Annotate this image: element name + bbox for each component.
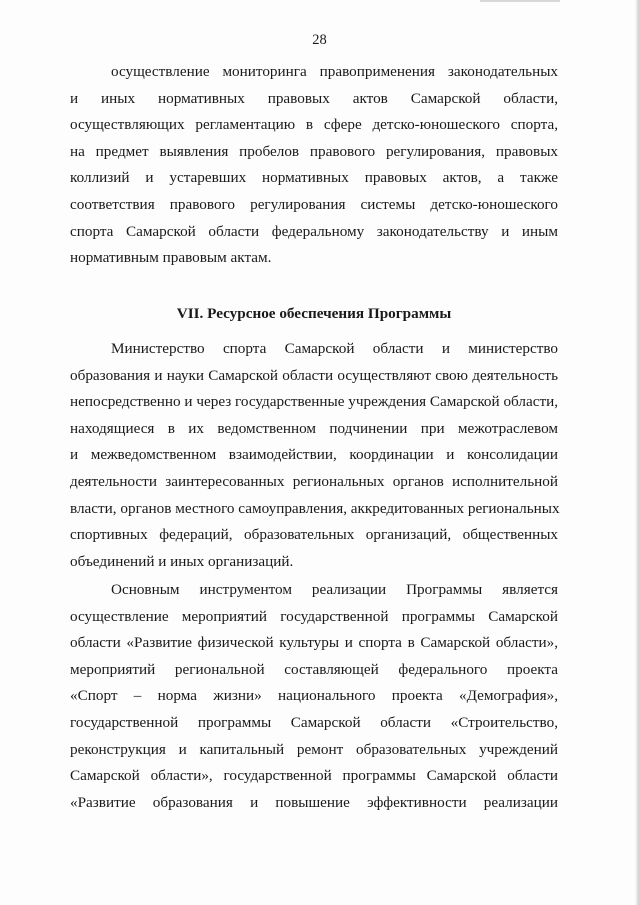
text-line: Министерство спорта Самарской области и министерство bbox=[111, 340, 558, 357]
scan-artifact bbox=[480, 0, 560, 2]
text-line: объединений и иных организаций. bbox=[70, 552, 294, 570]
text-line: находящиеся в их ведомственном подчинении при межотраслевом bbox=[70, 419, 558, 437]
text-line: спортивных федераций, образовательных организаций, общественных bbox=[70, 526, 558, 544]
text-line: власти, органов местного самоуправления, аккредитованных региональных bbox=[70, 499, 560, 517]
paragraph-monitoring bbox=[70, 59, 558, 272]
page-number: 28 bbox=[312, 32, 327, 48]
paragraph-3 bbox=[70, 577, 558, 816]
text-line: осуществляющих регламентацию в сфере детско-юношеского спорта, bbox=[70, 116, 558, 134]
paragraph-ministries bbox=[70, 336, 558, 575]
text-line: осуществление мероприятий государственной программы Самарской bbox=[70, 607, 558, 625]
text-line: Основным инструментом реализации Программы является bbox=[111, 581, 558, 598]
text-line: государственной программы Самарской области «Строительство, bbox=[70, 713, 558, 731]
text-line: реконструкция и капитальный ремонт образовательных учреждений bbox=[70, 740, 558, 758]
scan-edge-shadow bbox=[635, 0, 639, 905]
text-line: на предмет выявления пробелов правового регулирования, правовых bbox=[70, 142, 558, 160]
text-line: деятельности заинтересованных региональных органов исполнительной bbox=[70, 472, 558, 490]
text-line: коллизий и устаревших нормативных правовых актов, а также bbox=[70, 169, 558, 187]
text-line: соответствия правового регулирования системы детско-юношеского bbox=[70, 195, 558, 213]
section-heading: VII. Ресурсное обеспечения Программы bbox=[176, 305, 452, 322]
section-heading-block bbox=[70, 303, 558, 325]
text-line: спорта Самарской области федеральному законодательству и иным bbox=[70, 222, 558, 240]
text-line: и межведомственном взаимодействии, координации и консолидации bbox=[70, 446, 558, 464]
text-line: осуществление мониторинга правоприменения законодательных bbox=[111, 63, 558, 80]
text-line: области «Развитие физической культуры и спорта в Самарской области», bbox=[70, 634, 558, 652]
text-line: Самарской области», государственной программы Самарской области bbox=[70, 767, 558, 785]
paragraph-1 bbox=[70, 59, 558, 272]
text-line: «Развитие образования и повышение эффективности реализации bbox=[70, 793, 558, 811]
text-line: мероприятий региональной составляющей федерального проекта bbox=[70, 660, 558, 678]
text-line: «Спорт – норма жизни» национального проекта «Демография», bbox=[70, 687, 558, 705]
text-line: и иных нормативных правовых актов Самарской области, bbox=[70, 89, 558, 107]
paragraph-instrument bbox=[70, 577, 558, 816]
text-line: непосредственно и через государственные учреждения Самарской области, bbox=[70, 393, 559, 411]
text-line: нормативным правовым актам. bbox=[70, 249, 272, 267]
paragraph-2 bbox=[70, 336, 558, 575]
text-line: образования и науки Самарской области осуществляют свою деятельность bbox=[70, 366, 558, 384]
